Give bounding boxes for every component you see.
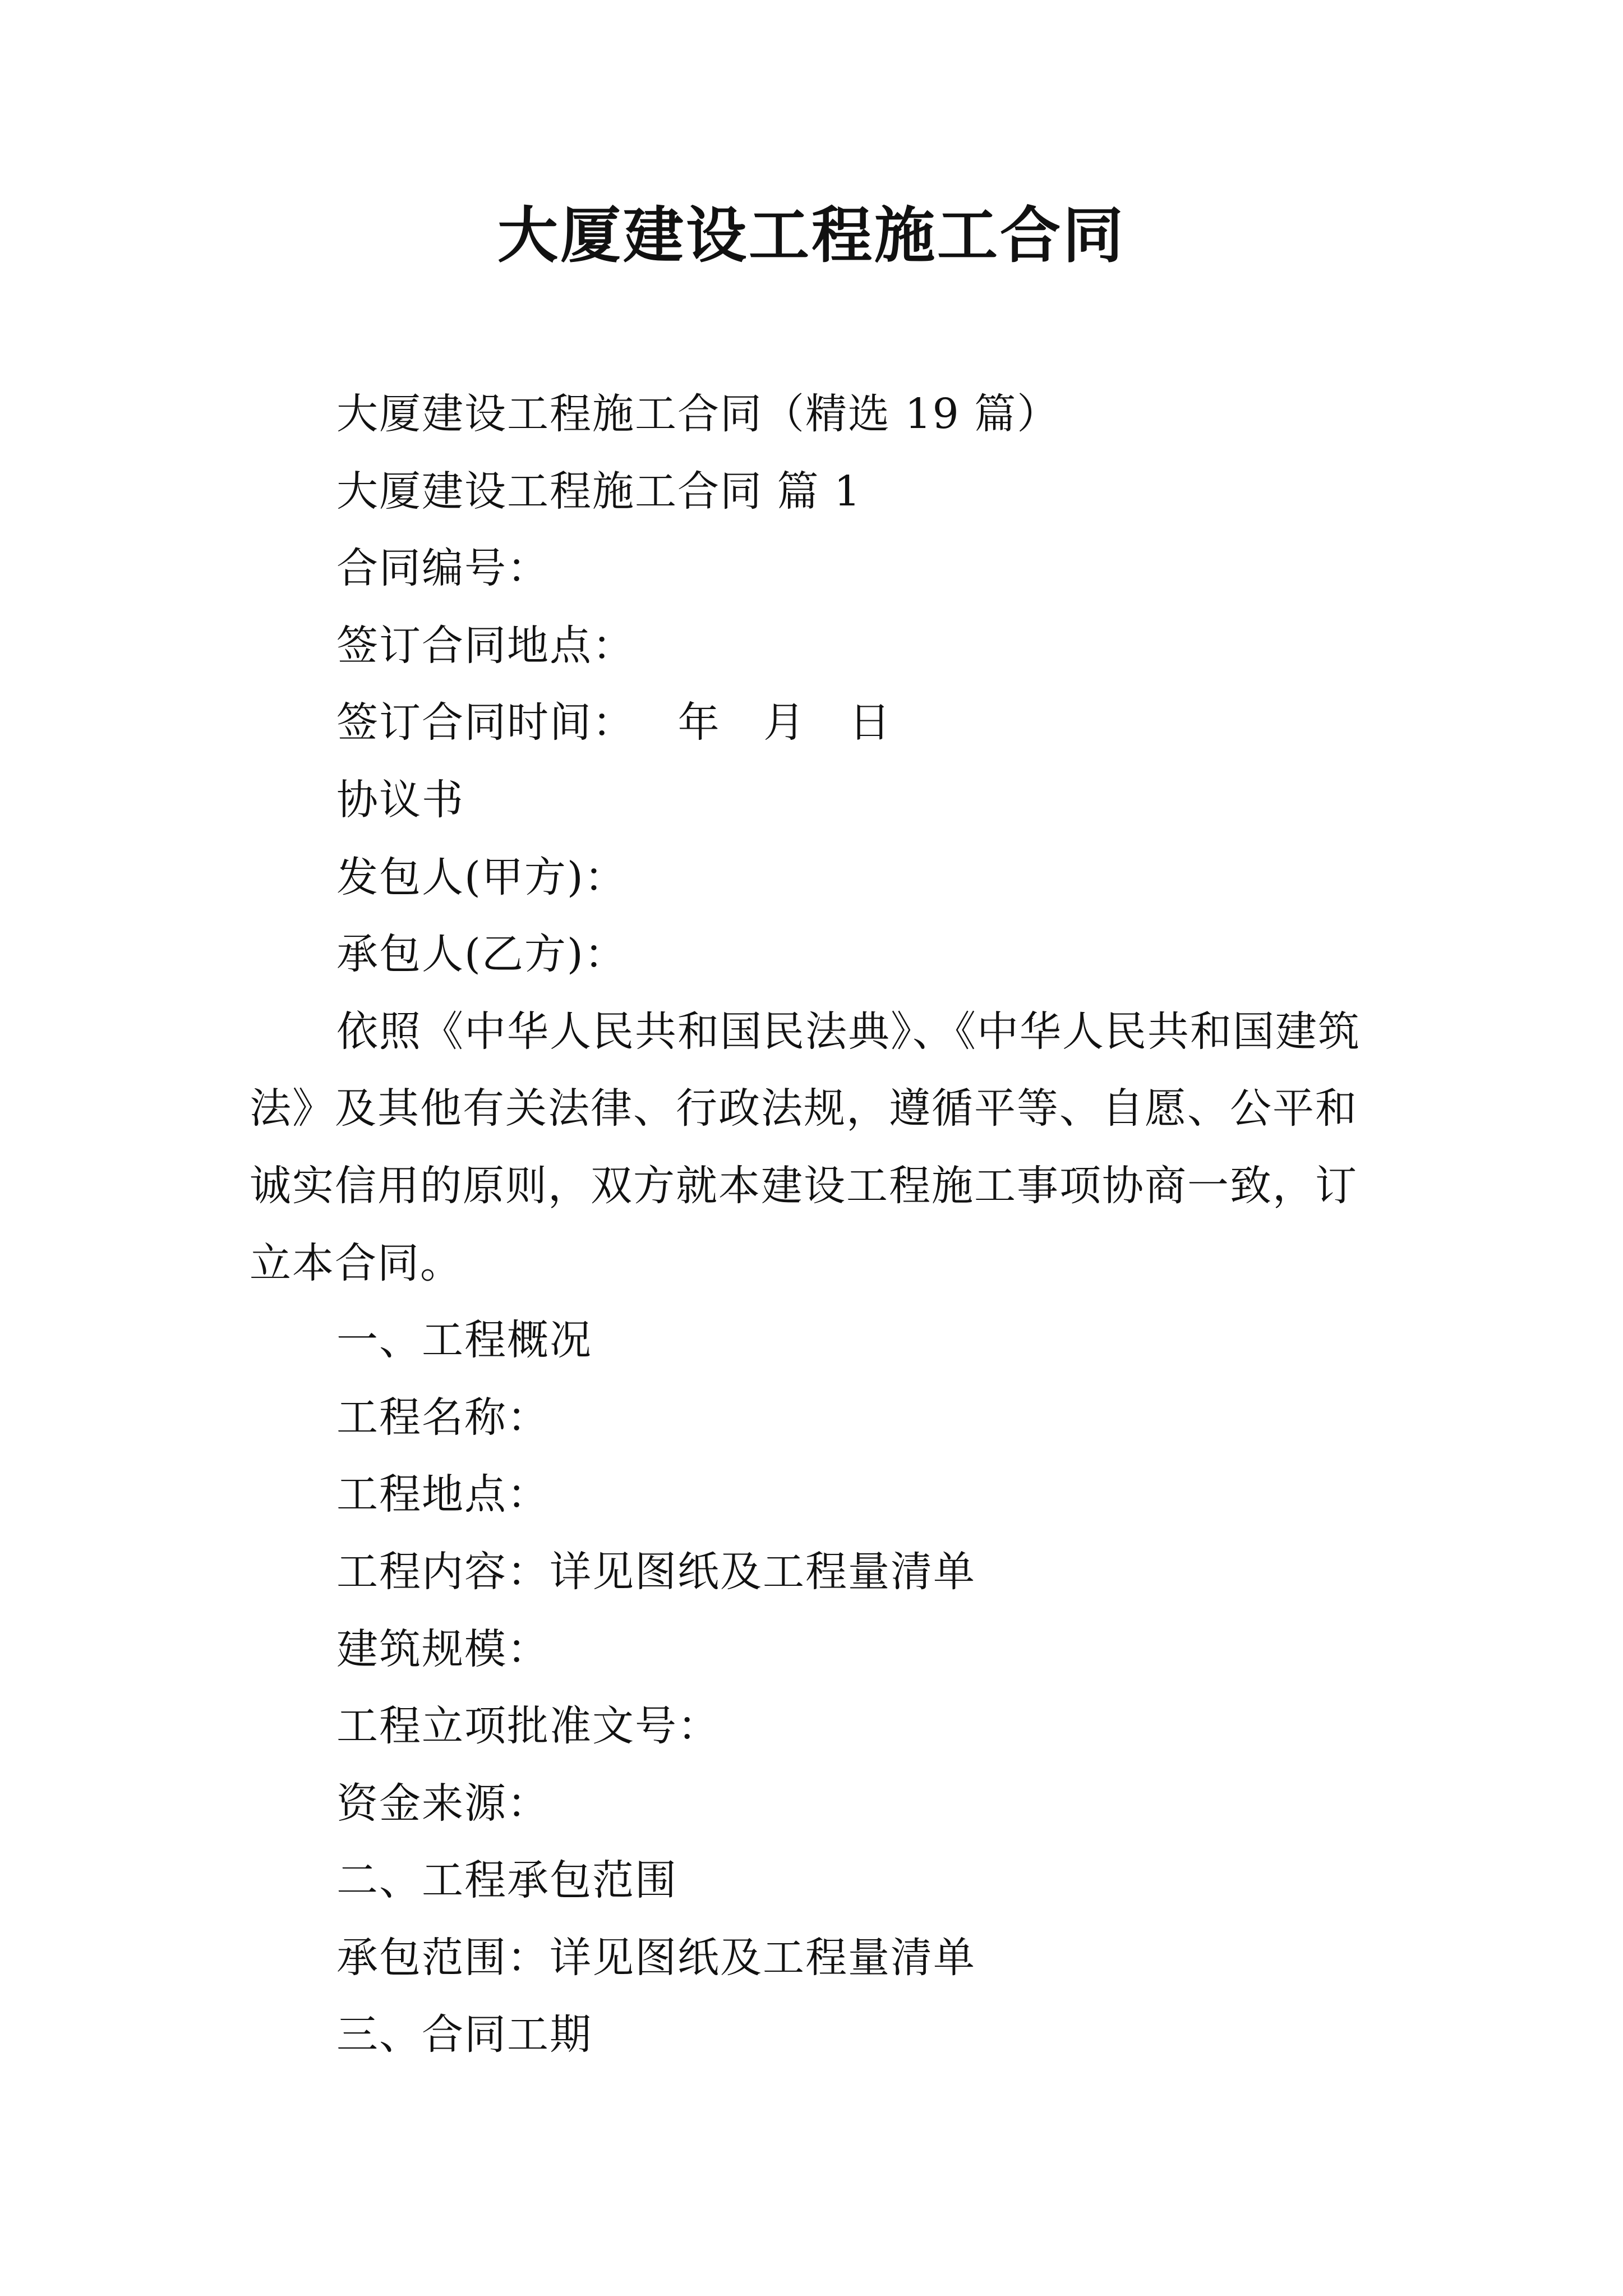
part-heading: 大厦建设工程施工合同 篇 1 <box>336 467 862 516</box>
preamble-line: 立本合同。 <box>250 1239 463 1287</box>
section-heading-project-overview: 一、工程概况 <box>336 1316 592 1365</box>
agreement-heading: 协议书 <box>336 775 464 824</box>
section-heading-duration: 三、合同工期 <box>336 2010 592 2059</box>
signing-date-field: 签订合同时间： 年 月 日 <box>336 698 892 747</box>
approval-number-field: 工程立项批准文号： <box>336 1702 720 1751</box>
project-content-field: 工程内容：详见图纸及工程量清单 <box>336 1547 976 1596</box>
building-scale-field: 建筑规模： <box>336 1625 550 1673</box>
preamble-line: 诚实信用的原则，双方就本建设工程施工事项协商一致，订 <box>250 1161 1358 1210</box>
signing-place-field: 签订合同地点： <box>336 621 635 670</box>
contract-number-field: 合同编号： <box>336 544 550 593</box>
preamble-line: 法》及其他有关法律、行政法规，遵循平等、自愿、公平和 <box>250 1084 1358 1133</box>
party-b-field: 承包人(乙方)： <box>336 930 627 979</box>
funding-source-field: 资金来源： <box>336 1779 550 1828</box>
party-a-field: 发包人(甲方)： <box>336 853 627 901</box>
subtitle-line: 大厦建设工程施工合同（精选 19 篇） <box>336 390 1060 438</box>
preamble-paragraph <box>250 993 1388 1302</box>
scope-field: 承包范围：详见图纸及工程量清单 <box>336 1933 976 1982</box>
section-heading-scope: 二、工程承包范围 <box>336 1856 677 1905</box>
document-title: 大厦建设工程施工合同 <box>497 200 1126 271</box>
project-location-field: 工程地点： <box>336 1470 550 1519</box>
project-name-field: 工程名称： <box>336 1393 550 1442</box>
document-body <box>250 376 1388 2074</box>
preamble-line: 依照《中华人民共和国民法典》、《中华人民共和国建筑 <box>336 1007 1361 1056</box>
